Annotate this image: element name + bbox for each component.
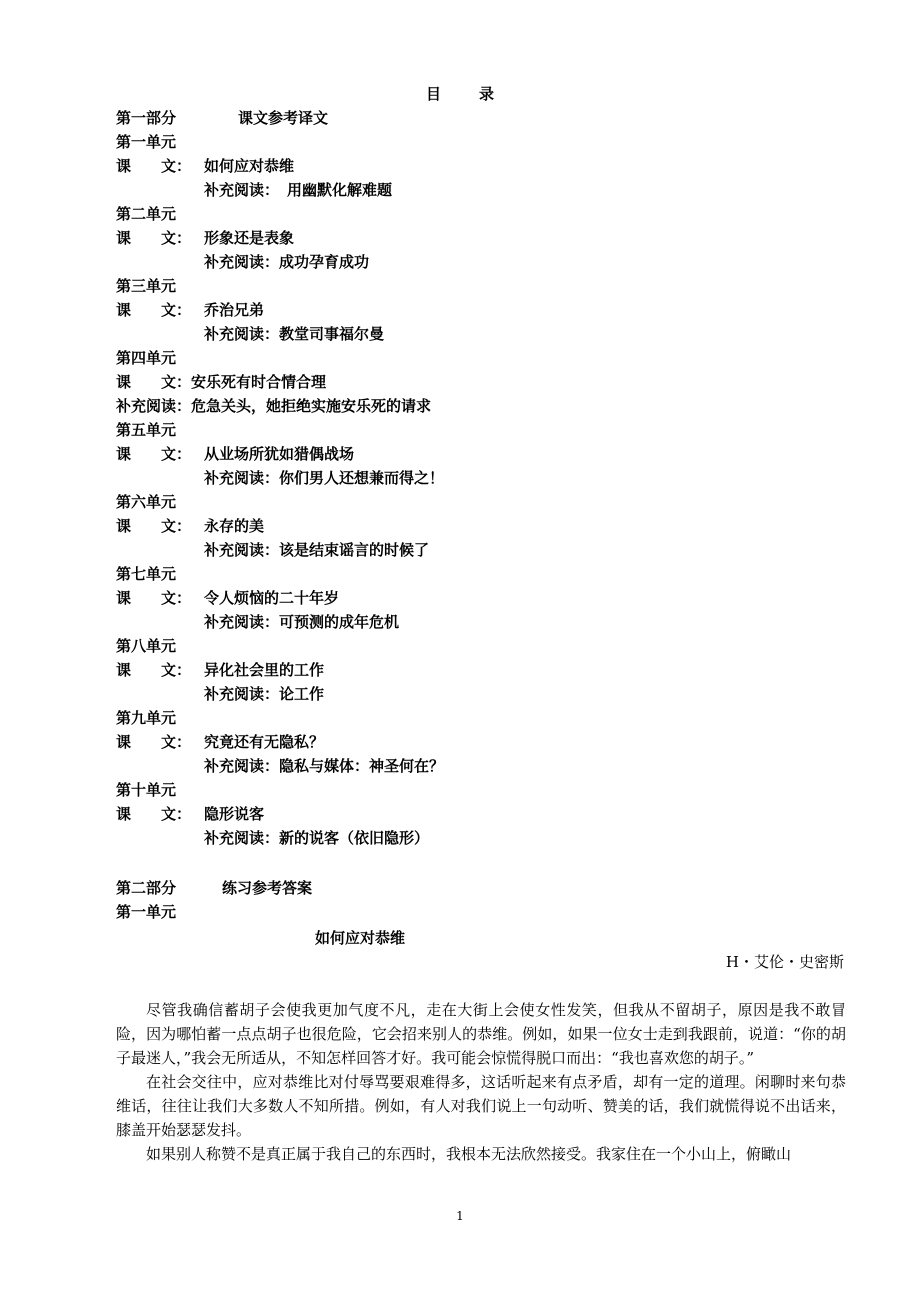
- toc-supp-entry: [204, 612, 399, 632]
- toc-title-left: 目: [425, 85, 441, 103]
- toc-text-entry: [116, 804, 264, 824]
- toc-supp-entry: [204, 468, 444, 488]
- toc-text-entry: [116, 516, 264, 536]
- unit-heading: 第六单元: [116, 493, 177, 511]
- part1-heading: [116, 108, 328, 128]
- supp-title: 新的说客（依旧隐形）: [279, 829, 430, 847]
- toc-supp-entry: [204, 540, 429, 560]
- toc-text-entry: [116, 156, 294, 176]
- toc-supp-entry: [204, 180, 392, 200]
- unit-heading: 第四单元: [116, 349, 177, 367]
- toc-text-entry: [116, 588, 339, 608]
- supp-label: 补充阅读：: [204, 829, 280, 847]
- toc-text-entry: [116, 444, 354, 464]
- toc-title: [0, 84, 920, 104]
- text-title: 乔治兄弟: [204, 301, 265, 319]
- supp-title: 用幽默化解难题: [287, 181, 393, 199]
- text-label: 课 文：: [116, 805, 192, 823]
- supp-label: 补充阅读：: [204, 541, 280, 559]
- paragraph: 如果别人称赞不是真正属于我自己的东西时，我根本无法欣然接受。我家住在一个小山上，俯瞰山: [146, 1145, 792, 1163]
- text-title: 究竟还有无隐私？: [204, 733, 325, 751]
- text-title: 隐形说客: [204, 805, 265, 823]
- text-label: 课 文：: [116, 517, 192, 535]
- supp-label: 补充阅读：: [204, 469, 280, 487]
- supp-title: 该是结束谣言的时候了: [279, 541, 430, 559]
- article-title: 如何应对恭维: [314, 929, 405, 947]
- supp-title: 教堂司事福尔曼: [279, 325, 385, 343]
- supp-label: 补充阅读：: [204, 685, 280, 703]
- supp-label: 补充阅读：: [204, 325, 280, 343]
- supp-label: 补充阅读：: [204, 757, 280, 775]
- toc-text-entry: 课 文：安乐死有时合情合理: [116, 373, 327, 391]
- toc-supp-entry: [204, 756, 444, 776]
- supp-label: 补充阅读：: [204, 253, 280, 271]
- text-label: 课 文：: [116, 661, 192, 679]
- unit-heading: 第三单元: [116, 277, 177, 295]
- toc-supp-entry: 补充阅读：危急关头，她拒绝实施安乐死的请求: [116, 397, 432, 415]
- toc-text-entry: [116, 228, 294, 248]
- text-label: 课 文：: [116, 589, 192, 607]
- unit-heading: 第二单元: [116, 205, 177, 223]
- unit-heading: 第十单元: [116, 781, 177, 799]
- toc-supp-entry: [204, 324, 384, 344]
- supp-title: 成功孕育成功: [279, 253, 370, 271]
- text-label: 课 文：: [116, 301, 192, 319]
- text-label: 课 文：: [116, 157, 192, 175]
- text-title: 永存的美: [204, 517, 265, 535]
- text-title: 从业场所犹如猎偶战场: [204, 445, 355, 463]
- article-author: H・艾伦・史密斯: [725, 953, 844, 971]
- supp-title: 论工作: [279, 685, 325, 703]
- part1-title: 课文参考译文: [238, 109, 329, 127]
- text-label: 课 文：: [116, 445, 192, 463]
- article-body: [116, 998, 846, 1166]
- unit-heading: 第九单元: [116, 709, 177, 727]
- part2-label: 第二部分: [116, 879, 177, 897]
- toc-supp-entry: [204, 252, 369, 272]
- unit-heading: 第五单元: [116, 421, 177, 439]
- unit-heading: 第八单元: [116, 637, 177, 655]
- text-label: 课 文：: [116, 733, 192, 751]
- text-title: 异化社会里的工作: [204, 661, 325, 679]
- paragraph: 尽管我确信蓄胡子会使我更加气度不凡，走在大街上会使女性发笑，但我从不留胡子，原因是我不敢冒险，因为哪怕蓄一点点胡子也很危险，它会招来别人的恭维。例如，如果一位女士走到我跟前，说道：“你的胡子最迷人，”我会无所适从，不知怎样回答才好。我可能会惊慌得脱口而出：“我也喜欢您的胡子。”: [116, 1001, 846, 1067]
- unit-heading: 第七单元: [116, 565, 177, 583]
- toc-supp-entry: [204, 828, 429, 848]
- text-title: 如何应对恭维: [204, 157, 295, 175]
- unit-heading: 第一单元: [116, 133, 177, 151]
- toc-title-right: 录: [479, 85, 495, 103]
- text-title: 令人烦恼的二十年岁: [204, 589, 340, 607]
- part2-heading: [116, 878, 312, 898]
- toc-text-entry: [116, 660, 324, 680]
- paragraph: 在社会交往中，应对恭维比对付辱骂要艰难得多，这话听起来有点矛盾，却有一定的道理。闲聊时来句恭维话，往往让我们大多数人不知所措。例如，有人对我们说上一句动听、赞美的话，我们就慌得说不出话来，膝盖开始瑟瑟发抖。: [116, 1073, 846, 1139]
- toc-supp-entry: [204, 684, 324, 704]
- page-number: 1: [456, 1209, 464, 1223]
- supp-label: 补充阅读：: [204, 613, 280, 631]
- part2-unit-heading: 第一单元: [116, 903, 177, 921]
- part1-label: 第一部分: [116, 109, 177, 127]
- text-label: 课 文：: [116, 229, 192, 247]
- text-title: 形象还是表象: [204, 229, 295, 247]
- supp-title: 你们男人还想兼而得之！: [279, 469, 445, 487]
- supp-title: 隐私与媒体：神圣何在？: [279, 757, 445, 775]
- supp-label: 补充阅读：: [204, 181, 280, 199]
- part2-title: 练习参考答案: [222, 879, 313, 897]
- toc-text-entry: [116, 732, 324, 752]
- supp-title: 可预测的成年危机: [279, 613, 400, 631]
- toc-text-entry: [116, 300, 264, 320]
